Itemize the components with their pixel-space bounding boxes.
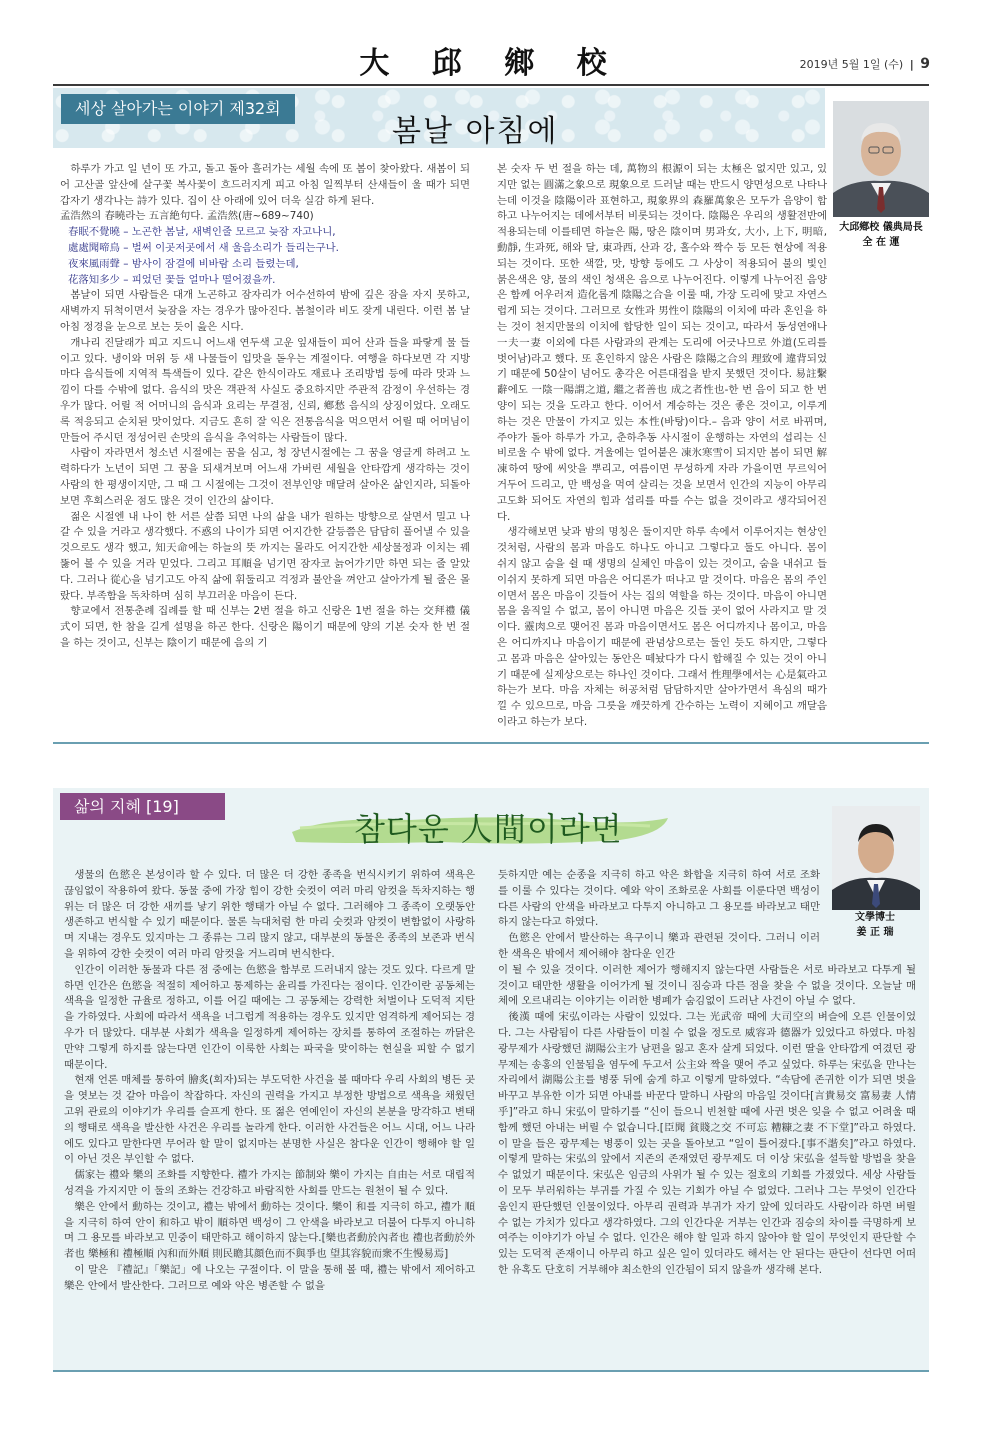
article2-title: 참다운 人間이라면 xyxy=(354,810,623,848)
masthead-rule xyxy=(53,84,929,86)
page-number: 9 xyxy=(920,56,930,72)
paragraph: 향교에서 전통춘례 집례를 할 때 신부는 2번 절을 하고 신랑은 1번 절을 하는 交拜禮 儀式이 되면, 한 참을 길게 설명을 하곤 한다. 신랑은 陽이기 때문에 양의 기본 숫자 한 번 절을 하는 것이고, 신부는 陰이기 때문에 음의 기 xyxy=(60,605,470,649)
article2-column-1 xyxy=(64,868,475,1368)
issue-date-line xyxy=(800,56,930,72)
author2-title: 文學博士 xyxy=(855,912,895,923)
paragraph: 이 말은 『禮記』「樂記」에 나오는 구절이다. 이 말을 통해 볼 때, 禮는 밖에서 제어하고 樂은 안에서 발산한다. 그러므로 예와 악은 병존할 수 없을 xyxy=(64,1263,475,1292)
paragraph: 色慾은 안에서 발산하는 욕구이니 樂과 관련된 것이다. 그러니 이러한 색욕은 밖에서 제어해야 참다운 인간 xyxy=(498,932,820,960)
author1-title: 大邱鄕校 儀典局長 xyxy=(839,222,923,233)
poem-line: 夜來風雨聲 – 밤사이 잠결에 비바람 소리 들렸는데, xyxy=(68,257,299,270)
paragraph: 하루가 가고 일 년이 또 가고, 돌고 돌아 흘러가는 세월 속에 또 봄이 찾아왔다. 새봄이 되어 고산골 앞산에 살구꽃 복사꽃이 흐드러지게 피고 아침 일찍부터 산새들이 울 때가 되면 갑자기 생각나는 詩가 있다. 집이 산 아래에 있어 더욱 실감 하게 된다. xyxy=(60,163,470,207)
article2-series-tag: 삶의 지혜 [19] xyxy=(60,793,225,820)
paragraph: 이 될 수 있을 것이다. 이러한 제어가 행해지지 않는다면 사람들은 서로 바라보고 다투게 될 것이고 태만한 생활을 이어가게 될 것이니 짐승과 다른 점을 찾을 수 없을 것이다. 오늘날 매체에 오르내리는 이야기는 이러한 병폐가 숨김없이 드러난 사건이 아닐 수 없다. xyxy=(498,963,916,1008)
article1-title: 봄날 아침에 xyxy=(392,114,559,149)
author2-caption xyxy=(820,910,930,940)
paragraph: 孟浩然의 春曉라는 五言絶句다. 孟浩然(唐~689~740) xyxy=(60,210,314,223)
article1-series-tag: 세상 살아가는 이야기 제32회 xyxy=(61,94,295,124)
paragraph: 樂은 안에서 動하는 것이고, 禮는 밖에서 動하는 것이다. 樂이 和를 지극히 하고, 禮가 順을 지극히 하여 안이 和하고 밖이 順하면 백성이 그 안색을 바라보고 더불어 다투지 아니하며 그 용모를 바라보고 민중이 태만하고 해이하지 않는다.[樂也者動於內者也 禮也者動於外者也 樂極和 禮極順 內和而外順 則民瞻其顔色而不與爭也 望其容貌而衆不生慢易焉] xyxy=(64,1200,475,1261)
paragraph: 듯하지만 예는 순종을 지극히 하고 악은 화합을 지극히 하여 서로 조화를 이룰 수 있다는 것이다. 예와 악이 조화로운 사회를 이룬다면 백성이 다른 사람의 안색을 바라보고 다투지 아니하고 그 용모를 바라보고 태만하지 않는다고 하였다. xyxy=(498,869,820,929)
author1-name: 全 在 運 xyxy=(862,237,900,248)
author1-caption xyxy=(826,220,936,250)
author2-portrait xyxy=(832,806,920,910)
masthead xyxy=(0,0,982,84)
poem-line: 春眠不覺曉 – 노곤한 봄날, 새벽인줄 모르고 늦잠 자고나니, xyxy=(68,226,336,239)
poem-line: 花落知多少 – 피었던 꽃들 얼마나 떨어졌을까. xyxy=(68,273,276,286)
paragraph: 생물의 色慾은 본성이라 할 수 있다. 더 많은 더 강한 종족을 번식시키기 위하여 색욕은 끊임없이 작용하여 왔다. 동물 중에 가장 힘이 강한 숫컷이 여러 마리 암컷을 독차지하는 행위는 더 많은 더 강한 새끼를 낳기 위한 행태가 아닐 수 없다. 그러해야 그 종족이 오랫동안 생존하고 번식할 수 있기 때문이다. 물론 늑대처럼 한 마리 숫컷과 암컷이 변함없이 사랑하며 지내는 경우도 있지마는 그 종류는 그리 많지 않고, 대부분의 동물은 종족의 보존과 번식을 위하여 강한 숫컷이 여러 마리 암컷을 거느리며 번식한다. xyxy=(64,869,475,960)
paragraph: 사람이 자라면서 청소년 시절에는 꿈을 심고, 청 장년시절에는 그 꿈을 영글게 하려고 노력하다가 노년이 되면 그 꿈을 되새겨보며 어느새 가버린 세월을 안타깝게 생각하는 것이 사람의 한 평생이지만, 그 때 그 시절에는 그것이 전부인양 매달려 살아온 삶인지라, 되돌아보면 후회스러운 점도 많은 것이 인간의 삶이다. xyxy=(60,447,470,507)
author1-portrait xyxy=(833,101,929,217)
paragraph: 後漢 때에 宋弘이라는 사람이 있었다. 그는 光武帝 때에 大司空의 벼슬에 오른 인물이었다. 그는 사람됨이 다른 사람들이 미칠 수 없을 정도로 威容과 德器가 있었다고 하였다. 마침 광무제가 사랑했던 湖陽公主가 남편을 잃고 혼자 살게 되었다. 이런 딸을 안타깝게 여겼던 광무제는 송홍의 인물됨을 염두에 두고서 公主와 짝을 맺어 주고 싶었다. 하루는 宋弘을 만나는 자리에서 湖陽公主를 병풍 뒤에 숨게 하고 이렇게 말하였다. “속담에 존귀한 이가 되면 벗을 바꾸고 부유한 이가 되면 아내를 바꾼다 말하니 사람의 마음일 것이다[言貴易交 富易妻 人情乎]”라고 하니 宋弘이 말하기를 “신이 들으니 빈천할 때에 사귄 벗은 잊을 수 없고 어려울 때 함께 했던 아내는 버릴 수 없습니다.[臣聞 貧賤之交 不可忘 糟糠之妻 不下堂]”라고 하였다. 이 말을 들은 광무제는 병풍이 있는 곳을 돌아보고 “일이 틀어졌다.[事不諧矣]”라고 하였다. 이렇게 말하는 宋弘의 앞에서 지존의 존재였던 광무제도 더 이상 宋弘을 설득할 방법을 찾을 수 없었기 때문이다. 宋弘은 임금의 사위가 될 수 있는 절호의 기회를 가졌었다. 세상 사람들이 모두 부러워하는 부귀를 가질 수 있는 기회가 아닐 수 없었다. 그러나 그는 무엇이 인간다움인지 판단했던 인물이었다. 아무리 권력과 부귀가 자기 앞에 있더라도 사람이라 하면 버릴 수 없는 가치가 있다고 생각하였다. 그의 인간다운 거부는 인간과 짐승의 차이를 극명하게 보여주는 이야기가 아닐 수 없다. 인간은 해야 할 일과 하지 않아야 할 일이 무엇인지 판단할 수 있는 도덕적 존재이니 아무리 하고 싶은 일이 있더라도 해서는 안 된다는 판단이 선다면 어떠한 유혹도 단호히 거부해야 최소한의 인간됨이 되지 않을까 생각해 본다. xyxy=(498,1011,916,1276)
paragraph: 생각해보면 낮과 밤의 명칭은 둘이지만 하루 속에서 이루어지는 현상인 것처럼, 사람의 몸과 마음도 하나도 아니고 그렇다고 둘도 아니다. 몸이 쉬지 않고 숨을 쉴 때 생명의 실체인 마음이 있는 것이고, 숨을 내쉬고 들이쉬지 못하게 되면 마음은 어디론가 떠나고 말 것이다. 마음은 몸의 주인이면서 몸은 마음이 깃들어 사는 집의 역할을 하는 것이다. 마음이 아니면 몸을 움직일 수 없고, 몸이 아니면 마음은 깃들 곳이 없어 사라지고 말 것이다. 靈肉으로 맺어진 몸과 마음이면서도 몸은 어디까지나 몸이고, 마음은 어디까지나 마음이기 때문에 관념상으로는 둘인 듯도 하지만, 그렇다고 몸과 마음은 살아있는 동안은 떼놨다가 다시 합해질 수 있는 것이 아니기 때문에 실제상으로는 하나인 것이다. 그래서 性理學에서는 心是氣라고 하는가 보다. 마음 자체는 허공처럼 담담하지만 살아가면서 욕심의 때가 낄 수 있으므로, 마음 그릇을 깨끗하게 간수하는 노력이 지혜이고 깨달음이라고 하는가 보다. xyxy=(497,526,827,728)
paragraph: 젊은 시절엔 내 나이 한 서른 살쯤 되면 나의 삶을 내가 원하는 방향으로 살면서 밀고 나갈 수 있을 거라고 생각했다. 不惑의 나이가 되면 어지간한 갈등쯤은 담담히 풀어낼 수 있을 것으로도 생각 했고, 知天命에는 하늘의 뜻 까지는 몰라도 어지간한 세상물정과 이치는 꿰뚫어 볼 수 있을 거라 믿었다. 그리고 耳順을 넘기면 잠자코 늙어가기만 하면 되는 줄 알았다. 그러나 從心을 넘기고도 아직 삶에 휘둘리고 걱정과 불안을 껴안고 살아가게 될 줄은 몰랐다. 부족함을 독차하며 심히 부끄러운 마음이 든다. xyxy=(60,510,470,602)
author2-name: 姜 正 瑞 xyxy=(856,927,894,938)
date-separator: | xyxy=(909,58,914,71)
paragraph: 현재 언론 매체를 통하여 膾炙(회자)되는 부도덕한 사건을 볼 때마다 우리 사회의 병든 곳을 엿보는 것 같아 마음이 착잡하다. 자신의 권력을 가지고 부정한 방법으로 색욕을 채웠던 고위 관료의 이야기가 우리를 슬프게 한다. 또 젊은 연예인이 자신의 본분을 망각하고 변태의 행태로 색욕을 발산한 사건은 우리를 놀라게 한다. 이러한 사건들은 어느 시대, 어느 나라에도 있다고 말한다면 무어라 할 말이 없지마는 분명한 사실은 참다운 인간이 행해야 할 일이 아닌 것은 부인할 수 없다. xyxy=(64,1074,475,1166)
paragraph: 개나리 진달래가 피고 지드니 어느새 연두색 고운 잎새들이 피어 산과 들을 파랗게 물 들이고 있다. 냉이와 머위 등 새 나물들이 입맛을 돋우는 계절이다. 여행을 하다보면 각 지방마다 음식들에 지역적 특색들이 있다. 같은 한식이라도 재료나 조리방법 등에 따라 맛과 느낌이 다를 수밖에 없다. 음식의 맛은 객관적 사실도 중요하지만 주관적 감정이 우선하는 경우가 많다. 어릴 적 어머니의 음식과 요리는 무결점, 신뢰, 鄕愁 음식의 상징이었다. 오래도록 적응되고 순치된 맛이었다. 지금도 흔히 잘 익은 전통음식을 먹으면서 어릴 때 어머님이 만들어 주시던 정성어린 손맛의 음식을 추억하는 사람들이 많다. xyxy=(60,336,470,444)
article1-column-2 xyxy=(497,162,827,742)
column-wide-block xyxy=(498,963,916,1279)
poem-line: 處處聞啼鳥 – 벌써 이곳저곳에서 새 울음소리가 들리는구나. xyxy=(68,241,339,254)
article1-column-1 xyxy=(60,162,470,742)
paragraph: 인간이 이러한 동물과 다른 점 중에는 色慾을 함부로 드러내지 않는 것도 있다. 다르게 말하면 인간은 色慾을 적절히 제어하고 통제하는 윤리를 가진다는 점이다. 인간이란 공동체는 색욕을 일정한 규율로 정하고, 이를 어길 때에는 그 공동체는 강력한 처벌이나 도덕적 지탄을 가하였다. 사회에 따라서 색욕을 너그럽게 적용하는 경우도 있지만 엄격하게 제어되는 경우가 더 많았다. 대부분 사회가 색욕을 일정하게 제어하는 장치를 통하여 조절하는 까닭은 만약 그렇게 하지를 않는다면 인간이 이룩한 사회는 파국을 맞이하는 현실을 피할 수 없기 때문이다. xyxy=(64,963,476,1071)
paragraph: 봄날이 되면 사람들은 대개 노곤하고 잠자리가 어수선하여 밤에 깊은 잠을 자지 못하고, 새벽까지 뒤척이면서 늦잠을 자는 경우가 많아진다. 봄철이라 비도 잦게 내린다. 이런 봄 날 아침 정경을 눈으로 보는 듯이 읊은 시다. xyxy=(60,289,470,333)
paragraph: 儒家는 禮와 樂의 조화를 지향한다. 禮가 가지는 節制와 樂이 가지는 自由는 서로 대립적 성격을 가지지만 이 둘의 조화는 건강하고 바람직한 사회를 만드는 원천이 될 수 있다. xyxy=(64,1169,475,1197)
paragraph: 본 숫자 두 번 절을 하는 데, 萬物의 根源이 되는 太極은 없지만 있고, 있지만 없는 圓滿之象으로 現象으로 드러날 때는 반드시 양면성으로 나타나는데 이것을 陰陽이라 표현하고, 現象界의 森羅萬象은 모두가 음양이 합하고 나누어지는 데에서부터 비롯되는 것이다. 陰陽은 우리의 생활전반에 적용되는데 이를테면 하늘은 陽, 땅은 陰이며 男과女, 大小, 上下, 明暗, 動靜, 生과死, 해와 달, 東과西, 산과 강, 홀수와 짝수 등 모든 현상에 적용되는 것이다. 또한 색깔, 맛, 방향 등에도 그 사상이 적용되어 불의 빛인 붉은색은 양, 물의 색인 청색은 음으로 나누어진다. 이렇게 나누어진 음양은 함께 어우러져 造化롭게 陰陽之合을 이룰 때, 가장 도리에 맞고 자연스럽게 되는 것이다. 그러므로 女性과 男性이 陰陽의 이치에 따라 혼인을 하는 것이 천지만물의 이치에 합당한 일이 되는 것이고, 따라서 동성연애나 一夫一妻 이외에 다른 사람과의 관계는 도리에 어긋나므로 外道(도리를 벗어남)라고 했다. 또 혼인하지 않은 사람은 陰陽之合의 理致에 違背되었기 때문에 50살이 넘어도 총각은 어른대접을 받지 못했던 것이다. 易註繫辭에도 一陰一陽謂之道, 繼之者善也 成之者性也-한 번 음이 되고 한 번 양이 되는 것을 도라고 한다. 이어서 계승하는 것은 좋은 것이고, 이루게 하는 것은 만물이 가지고 있는 本性(바탕)이다.– 음과 양이 서로 바뀌며, 주야가 돌아 하루가 가고, 춘하추동 사시절이 운행하는 자연의 섭리는 신비로울 수 밖에 없다. 겨울에는 얼어붙은 凍氷寒雪이 되지만 봄이 되면 解凍하여 땅에 씨앗을 뿌리고, 여름이면 무성하게 자라 가을이면 무르익어 거두어 드리고, 만 백성을 먹여 살리는 것을 보면서 인간의 지능이 아무리 고도화 되어도 자연의 힘과 섭리를 따를 수는 없을 것이라고 생각되어진다. xyxy=(497,163,827,523)
issue-date: 2019년 5월 1일 (수) xyxy=(799,58,904,71)
newspaper-title: 大 邱 鄉 校 xyxy=(359,46,623,81)
